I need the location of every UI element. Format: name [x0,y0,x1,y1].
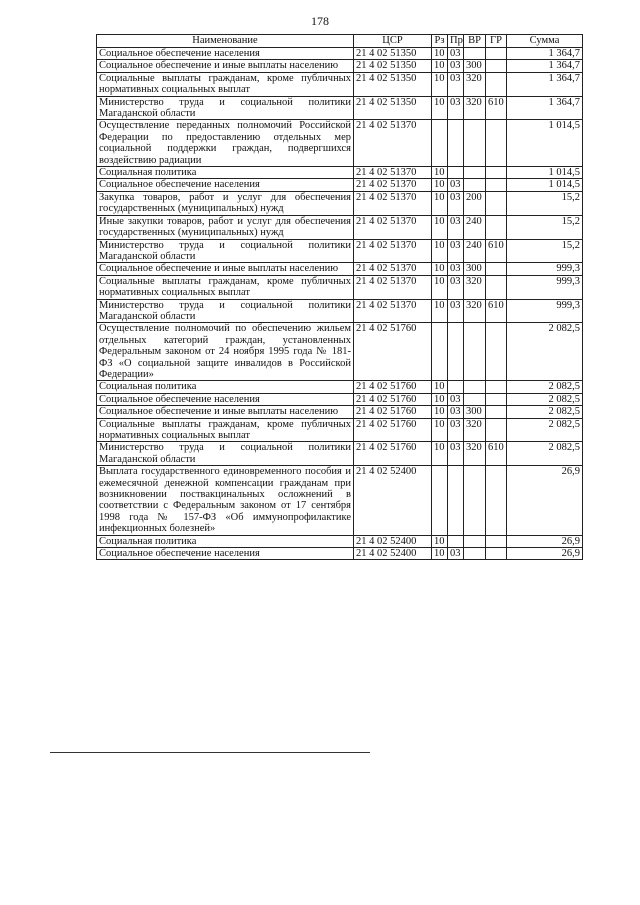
table-row [97,96,583,120]
cell-pr: 03 [448,275,464,299]
cell-gr [486,323,507,381]
cell-gr [486,548,507,560]
cell-vr [464,179,486,191]
table-row [97,179,583,191]
cell-csr: 21 4 02 51370 [354,191,432,215]
cell-csr: 21 4 02 51350 [354,72,432,96]
cell-name: Иные закупки товаров, работ и услуг для обеспечения государственных (муниципальных) нужд [97,215,354,239]
cell-sum: 1 014,5 [507,179,583,191]
cell-gr: 610 [486,299,507,323]
cell-pr [448,167,464,179]
cell-vr: 300 [464,60,486,72]
cell-sum: 2 082,5 [507,406,583,418]
cell-name: Социальное обеспечение и иные выплаты населению [97,60,354,72]
cell-vr [464,48,486,60]
cell-csr: 21 4 02 52400 [354,466,432,535]
cell-vr: 240 [464,239,486,263]
cell-rz: 10 [432,299,448,323]
cell-sum: 15,2 [507,191,583,215]
table-row [97,48,583,60]
cell-rz [432,323,448,381]
table-row [97,466,583,535]
table-row [97,275,583,299]
cell-rz: 10 [432,179,448,191]
cell-rz: 10 [432,406,448,418]
table-row [97,215,583,239]
cell-vr: 320 [464,442,486,466]
cell-sum: 26,9 [507,466,583,535]
cell-gr [486,275,507,299]
cell-gr [486,179,507,191]
cell-csr: 21 4 02 51350 [354,96,432,120]
cell-name: Социальное обеспечение населения [97,48,354,60]
cell-rz: 10 [432,72,448,96]
header-sum: Сумма [507,35,583,48]
cell-sum: 2 082,5 [507,393,583,405]
cell-sum: 1 014,5 [507,120,583,167]
cell-vr: 320 [464,96,486,120]
cell-sum: 2 082,5 [507,381,583,393]
table-row [97,418,583,442]
cell-sum: 1 014,5 [507,167,583,179]
table-row [97,323,583,381]
cell-name: Социальная политика [97,381,354,393]
cell-csr: 21 4 02 51350 [354,48,432,60]
cell-gr [486,466,507,535]
table-row [97,72,583,96]
cell-pr: 03 [448,72,464,96]
cell-csr: 21 4 02 51350 [354,60,432,72]
cell-csr: 21 4 02 51760 [354,406,432,418]
cell-pr: 03 [448,548,464,560]
cell-sum: 26,9 [507,548,583,560]
cell-pr: 03 [448,406,464,418]
cell-vr [464,323,486,381]
cell-name: Социальное обеспечение и иные выплаты населению [97,263,354,275]
cell-name: Социальная политика [97,535,354,547]
cell-name: Социальное обеспечение и иные выплаты населению [97,406,354,418]
cell-csr: 21 4 02 51760 [354,418,432,442]
cell-sum: 2 082,5 [507,323,583,381]
table-row [97,442,583,466]
table-row [97,191,583,215]
cell-gr: 610 [486,442,507,466]
header-csr: ЦСР [354,35,432,48]
cell-vr [464,167,486,179]
cell-gr [486,120,507,167]
cell-name: Министерство труда и социальной политики Магаданской области [97,239,354,263]
cell-name: Социальные выплаты гражданам, кроме публичных нормативных социальных выплат [97,275,354,299]
cell-pr: 03 [448,418,464,442]
cell-rz: 10 [432,535,448,547]
cell-sum: 2 082,5 [507,442,583,466]
cell-rz: 10 [432,96,448,120]
cell-csr: 21 4 02 52400 [354,535,432,547]
cell-pr: 03 [448,442,464,466]
table-row [97,548,583,560]
cell-csr: 21 4 02 51370 [354,275,432,299]
cell-vr: 240 [464,215,486,239]
cell-csr: 21 4 02 51370 [354,179,432,191]
cell-rz: 10 [432,418,448,442]
cell-vr: 320 [464,418,486,442]
cell-gr [486,72,507,96]
table-row [97,120,583,167]
cell-rz: 10 [432,191,448,215]
cell-name: Выплата государственного единовременного пособия и ежемесячной денежной компенсации гражданам при возникновении поствакцинальных осложнений в соответствии с Федеральным законом от 17 сентября 1998 года № 157-ФЗ «Об иммунопрофилактике инфекционных болезней» [97,466,354,535]
cell-csr: 21 4 02 51370 [354,299,432,323]
cell-rz [432,466,448,535]
cell-vr [464,548,486,560]
cell-vr [464,120,486,167]
cell-pr: 03 [448,215,464,239]
cell-gr [486,406,507,418]
cell-csr: 21 4 02 52400 [354,548,432,560]
cell-gr [486,60,507,72]
cell-vr: 300 [464,263,486,275]
cell-sum: 1 364,7 [507,72,583,96]
cell-vr [464,381,486,393]
cell-pr: 03 [448,48,464,60]
header-vr: ВР [464,35,486,48]
cell-name: Социальные выплаты гражданам, кроме публичных нормативных социальных выплат [97,418,354,442]
cell-sum: 2 082,5 [507,418,583,442]
cell-pr [448,535,464,547]
cell-rz: 10 [432,263,448,275]
cell-gr [486,393,507,405]
cell-csr: 21 4 02 51370 [354,167,432,179]
cell-sum: 15,2 [507,239,583,263]
cell-vr: 320 [464,299,486,323]
cell-name: Социальное обеспечение населения [97,548,354,560]
table-row [97,60,583,72]
footer-rule [50,752,370,753]
cell-pr: 03 [448,179,464,191]
cell-sum: 999,3 [507,299,583,323]
cell-pr [448,381,464,393]
cell-pr [448,323,464,381]
table-row [97,535,583,547]
cell-name: Закупка товаров, работ и услуг для обеспечения государственных (муниципальных) нужд [97,191,354,215]
header-rz: Рз [432,35,448,48]
cell-rz: 10 [432,393,448,405]
cell-name: Министерство труда и социальной политики Магаданской области [97,442,354,466]
cell-rz: 10 [432,60,448,72]
cell-sum: 999,3 [507,263,583,275]
cell-sum: 999,3 [507,275,583,299]
cell-gr: 610 [486,239,507,263]
cell-gr [486,418,507,442]
cell-csr: 21 4 02 51760 [354,323,432,381]
cell-vr [464,466,486,535]
cell-pr: 03 [448,96,464,120]
cell-pr: 03 [448,60,464,72]
table-row [97,393,583,405]
cell-csr: 21 4 02 51760 [354,442,432,466]
cell-pr [448,466,464,535]
cell-vr: 320 [464,275,486,299]
cell-pr: 03 [448,191,464,215]
cell-rz: 10 [432,381,448,393]
cell-name: Осуществление переданных полномочий Российской Федерации по предоставлению отдельных мер социальной поддержки граждан, подвергшихся воздействию радиации [97,120,354,167]
cell-csr: 21 4 02 51370 [354,239,432,263]
page-number: 178 [311,14,329,28]
cell-sum: 26,9 [507,535,583,547]
cell-gr [486,535,507,547]
cell-sum: 1 364,7 [507,60,583,72]
cell-rz: 10 [432,548,448,560]
cell-name: Социальное обеспечение населения [97,179,354,191]
cell-rz: 10 [432,275,448,299]
cell-csr: 21 4 02 51370 [354,120,432,167]
cell-sum: 15,2 [507,215,583,239]
cell-name: Министерство труда и социальной политики Магаданской области [97,96,354,120]
budget-table [96,34,583,560]
cell-csr: 21 4 02 51370 [354,215,432,239]
cell-name: Социальная политика [97,167,354,179]
cell-vr: 320 [464,72,486,96]
header-name: Наименование [97,35,354,48]
cell-pr: 03 [448,299,464,323]
cell-rz: 10 [432,442,448,466]
table-row [97,381,583,393]
cell-vr: 300 [464,406,486,418]
table-row [97,167,583,179]
cell-vr [464,535,486,547]
cell-rz [432,120,448,167]
table-row [97,299,583,323]
cell-name: Социальное обеспечение населения [97,393,354,405]
cell-rz: 10 [432,215,448,239]
cell-csr: 21 4 02 51760 [354,381,432,393]
cell-sum: 1 364,7 [507,48,583,60]
cell-csr: 21 4 02 51760 [354,393,432,405]
cell-gr [486,167,507,179]
cell-gr [486,381,507,393]
cell-gr [486,48,507,60]
header-pr: Пр [448,35,464,48]
table-header-row [97,35,583,48]
cell-pr [448,120,464,167]
cell-gr [486,263,507,275]
cell-gr [486,215,507,239]
cell-rz: 10 [432,48,448,60]
cell-pr: 03 [448,239,464,263]
cell-vr [464,393,486,405]
cell-rz: 10 [432,239,448,263]
cell-vr: 200 [464,191,486,215]
cell-gr [486,191,507,215]
cell-sum: 1 364,7 [507,96,583,120]
cell-name: Министерство труда и социальной политики Магаданской области [97,299,354,323]
table-row [97,239,583,263]
cell-pr: 03 [448,263,464,275]
cell-pr: 03 [448,393,464,405]
header-gr: ГР [486,35,507,48]
table-row [97,263,583,275]
cell-csr: 21 4 02 51370 [354,263,432,275]
cell-name: Осуществление полномочий по обеспечению жильем отдельных категорий граждан, установленных Федеральным законом от 24 ноября 1995 года № 181-ФЗ «О социальной защите инвалидов в Российской Федерации» [97,323,354,381]
table-row [97,406,583,418]
cell-gr: 610 [486,96,507,120]
cell-name: Социальные выплаты гражданам, кроме публичных нормативных социальных выплат [97,72,354,96]
cell-rz: 10 [432,167,448,179]
